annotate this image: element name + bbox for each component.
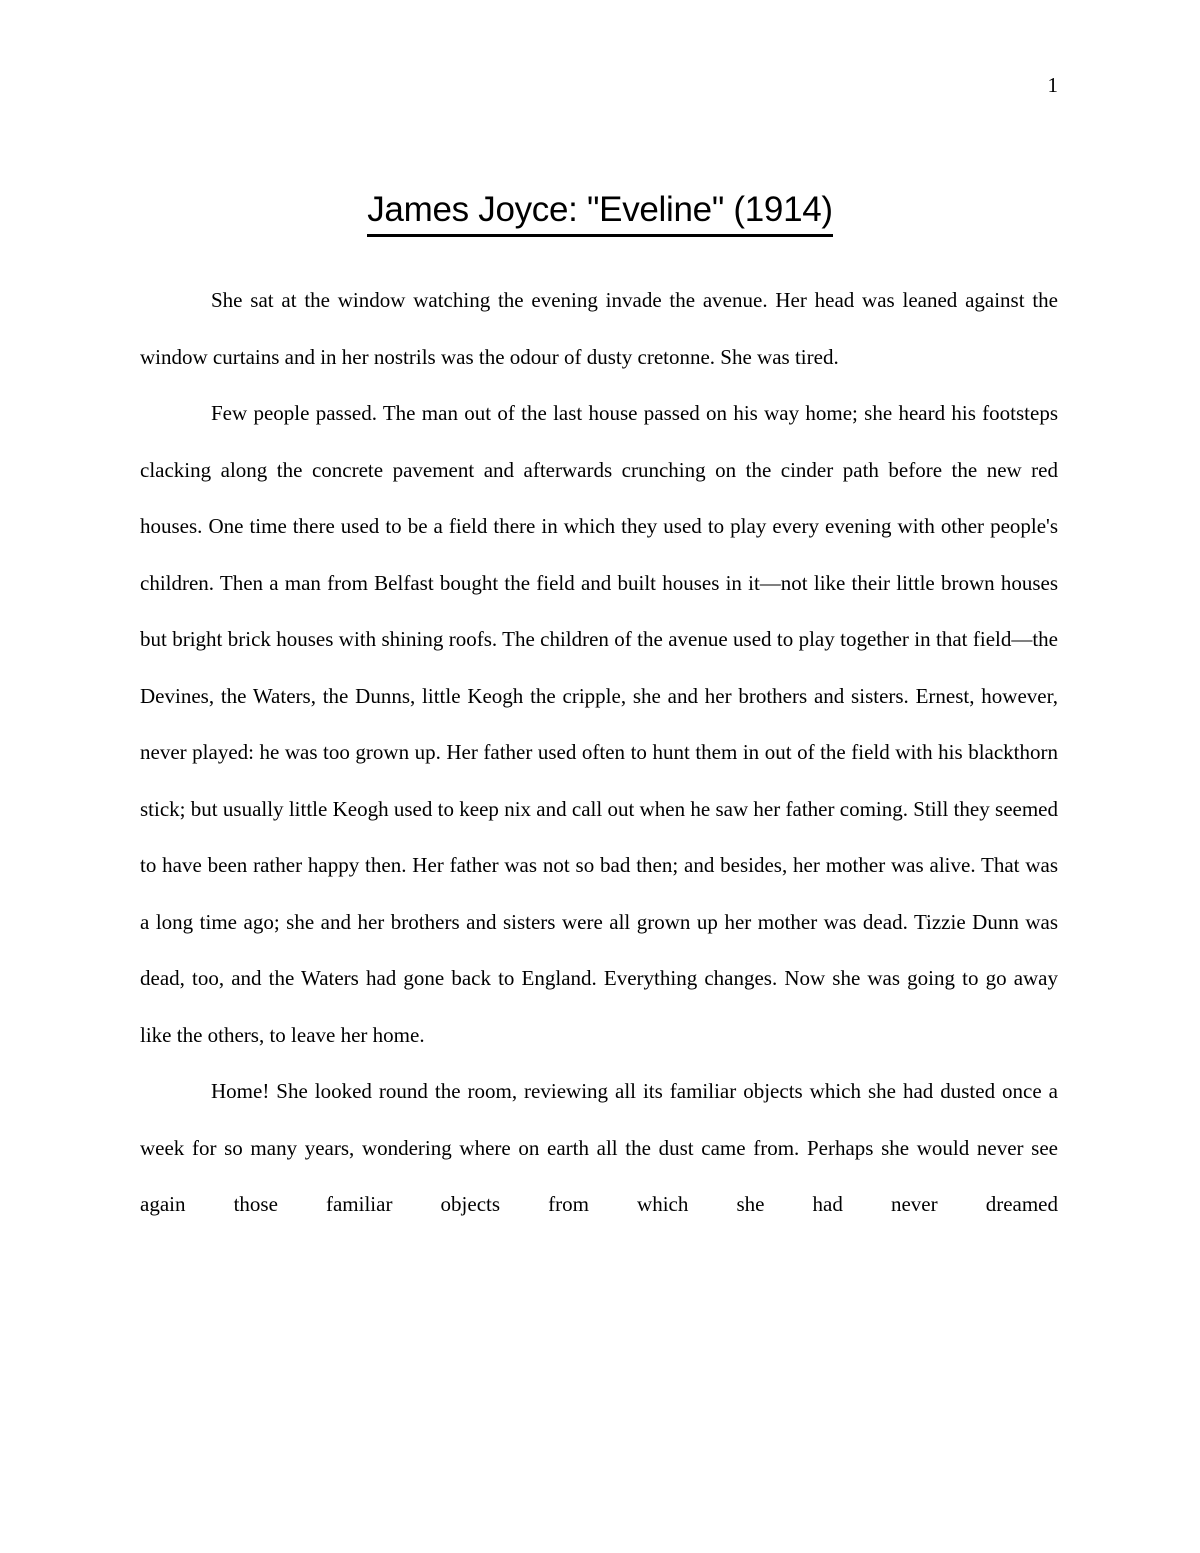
paragraph-3: Home! She looked round the room, reviewing all its familiar objects which she had dusted once a week for so many years, wondering where on earth all the dust came from. Perhaps she would never see again those familiar objects from which she had never dreamed	[140, 1079, 1058, 1216]
title-container	[0, 188, 1200, 237]
page-number: 1	[1047, 73, 1058, 97]
paragraph-2: Few people passed. The man out of the last house passed on his way home; she heard his footsteps clacking along the concrete pavement and afterwards crunching on the cinder path before the new red houses. One time there used to be a field there in which they used to play every evening with other people's children. Then a man from Belfast bought the field and built houses in it—not like their little brown houses but bright brick houses with shining roofs. The children of the avenue used to play together in that field—the Devines, the Waters, the Dunns, little Keogh the cripple, she and her brothers and sisters. Ernest, however, never played: he was too grown up. Her father used often to hunt them in out of the field with his blackthorn stick; but usually little Keogh used to keep nix and call out when he saw her father coming. Still they seemed to have been rather happy then. Her father was not so bad then; and besides, her mother was alive. That was a long time ago; she and her brothers and sisters were all grown up her mother was dead. Tizzie Dunn was dead, too, and the Waters had gone back to England. Everything changes. Now she was going to go away like the others, to leave her home.	[140, 401, 1058, 1047]
paragraph-1: She sat at the window watching the evening invade the avenue. Her head was leaned against the window curtains and in her nostrils was the odour of dusty cretonne. She was tired.	[140, 288, 1058, 369]
document-body	[140, 272, 1058, 1233]
document-title: James Joyce: "Eveline" (1914)	[367, 188, 833, 237]
